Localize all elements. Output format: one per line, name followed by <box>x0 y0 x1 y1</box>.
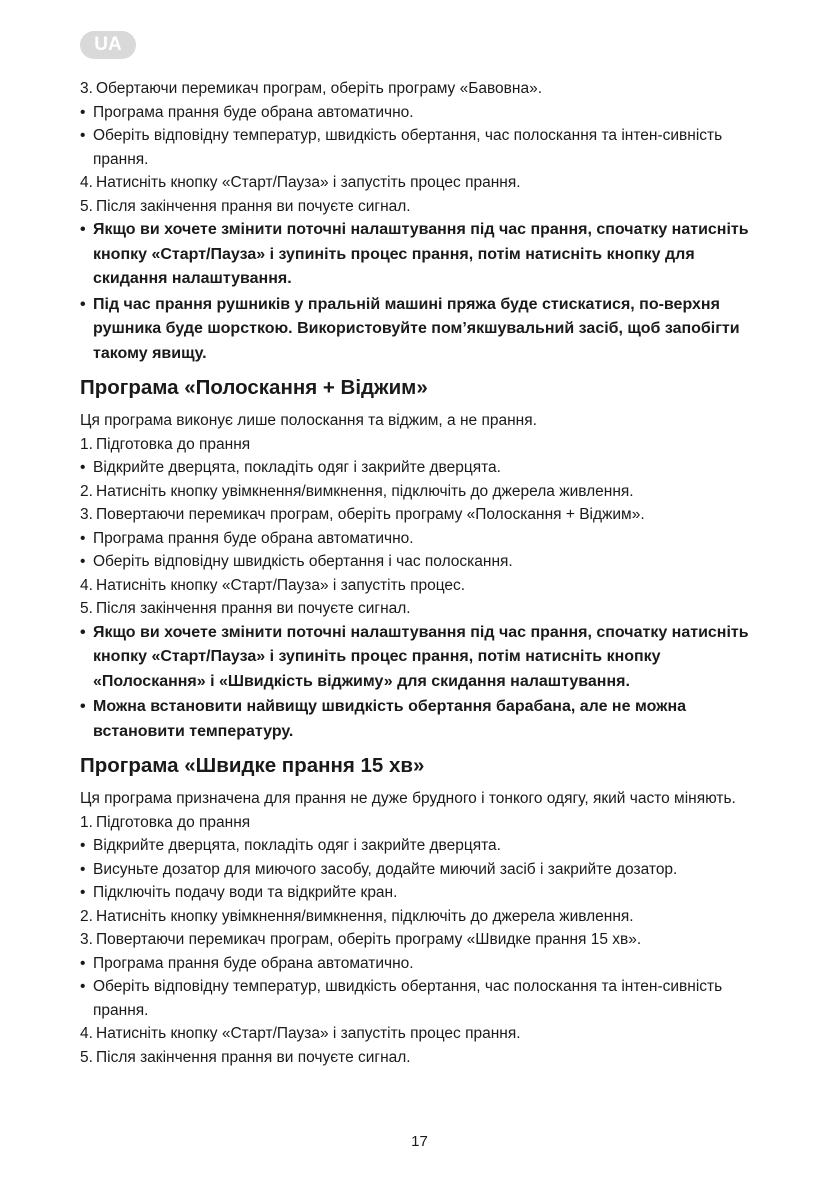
list-text: Програма прання буде обрана автоматично. <box>93 954 414 972</box>
numbered-step <box>80 574 760 598</box>
list-marker: • <box>80 860 86 878</box>
list-text: Програма прання буде обрана автоматично. <box>93 103 414 121</box>
list-text: Висуньте дозатор для миючого засобу, додайте миючий засіб і закрийте дозатор. <box>93 860 678 878</box>
list-marker: 1. <box>80 813 93 831</box>
list-text: Програма прання буде обрана автоматично. <box>93 529 414 547</box>
list-marker: 4. <box>80 174 93 191</box>
list-text: Підготовка до прання <box>96 813 251 831</box>
bullet-item <box>80 527 760 551</box>
bold-note <box>80 695 760 744</box>
bullet-item <box>80 834 760 858</box>
numbered-step <box>80 1022 760 1046</box>
list-text: Оберіть відповідну температур, швидкість обертання, час полоскання та інтен-сивність прання. <box>93 978 723 1019</box>
list-marker: 5. <box>80 1048 93 1066</box>
list-text: Якщо ви хочете змінити поточні налаштування під час прання, спочатку натисніть кнопку «Старт/Пауза» і зупиніть процес прання, потім натисніть кнопку «Полоскання» і «Швидкість віджиму» для скидання налаштування. <box>93 623 749 690</box>
bold-note <box>80 218 760 292</box>
numbered-step <box>80 905 760 929</box>
bullet-item <box>80 952 760 976</box>
list-marker: 3. <box>80 80 93 97</box>
bullet-item <box>80 124 760 171</box>
list-marker: 3. <box>80 931 93 948</box>
list-marker: • <box>80 884 86 901</box>
numbered-step <box>80 480 760 504</box>
list-text: Натисніть кнопку «Старт/Пауза» і запустіть процес прання. <box>96 1025 521 1042</box>
numbered-step <box>80 195 760 219</box>
list-marker: 1. <box>80 435 93 453</box>
list-marker: • <box>80 623 86 641</box>
list-marker: • <box>80 127 86 144</box>
list-text: Після закінчення прання ви почуєте сигнал. <box>96 1048 411 1066</box>
numbered-step <box>80 171 760 195</box>
bullet-item <box>80 456 760 480</box>
cotton-program-steps <box>80 77 760 366</box>
bullet-item <box>80 101 760 125</box>
list-text: Повертаючи перемикач програм, оберіть програму «Швидке прання 15 хв». <box>96 931 642 948</box>
list-text: Можна встановити найвищу швидкість обертання барабана, але не можна встановити температуру. <box>93 698 687 740</box>
list-text: Натисніть кнопку увімкнення/вимкнення, підключіть до джерела живлення. <box>96 907 634 925</box>
list-text: Після закінчення прання ви почуєте сигнал. <box>96 197 411 215</box>
list-marker: • <box>80 698 86 715</box>
list-marker: • <box>80 103 86 121</box>
bullet-item <box>80 858 760 882</box>
list-marker: • <box>80 529 86 547</box>
bold-note <box>80 621 760 695</box>
list-marker: 3. <box>80 506 93 523</box>
list-marker: 5. <box>80 600 93 617</box>
bullet-item <box>80 881 760 905</box>
numbered-step <box>80 503 760 527</box>
list-marker: 5. <box>80 197 93 215</box>
numbered-step <box>80 597 760 621</box>
bullet-item <box>80 975 760 1022</box>
numbered-step <box>80 928 760 952</box>
quick-program-steps <box>80 811 760 1070</box>
numbered-step <box>80 1046 760 1070</box>
list-marker: • <box>80 978 86 995</box>
list-text: Відкрийте дверцята, покладіть одяг і закрийте дверцята. <box>93 459 501 476</box>
list-text: Оберіть відповідну швидкість обертання і час полоскання. <box>93 553 513 570</box>
list-text: Під час прання рушників у пральній машині пряжа буде стискатися, по-верхня рушника буде шорсткою. Використовуйте пом’якшувальний засіб, щоб запобігти такому явищу. <box>93 295 740 362</box>
list-marker: • <box>80 553 86 570</box>
list-marker: 2. <box>80 907 93 925</box>
numbered-step <box>80 433 760 457</box>
list-marker: 4. <box>80 576 93 594</box>
list-text: Натисніть кнопку «Старт/Пауза» і запустіть процес прання. <box>96 174 521 191</box>
list-marker: • <box>80 837 86 854</box>
list-marker: • <box>80 954 86 972</box>
list-text: Після закінчення прання ви почуєте сигнал. <box>96 600 411 617</box>
quick-intro: Ця програма призначена для прання не дуже брудного і тонкого одягу, який часто міняють. <box>80 790 736 807</box>
rinse-intro: Ця програма виконує лише полоскання та віджим, а не прання. <box>80 412 537 429</box>
list-marker: 4. <box>80 1025 93 1042</box>
list-text: Якщо ви хочете змінити поточні налаштування під час прання, спочатку натисніть кнопку «Старт/Пауза» і зупиніть процес прання, потім натисніть кнопку для скидання налаштування. <box>93 221 749 287</box>
numbered-step <box>80 77 760 101</box>
rinse-program-steps <box>80 433 760 745</box>
page-content <box>80 77 760 1069</box>
list-marker: • <box>80 295 86 313</box>
list-text: Повертаючи перемикач програм, оберіть програму «Полоскання + Віджим». <box>96 506 645 523</box>
list-marker: 2. <box>80 482 93 500</box>
bullet-item <box>80 550 760 574</box>
heading-quick-wash: Програма «Швидке прання 15 хв» <box>80 754 425 777</box>
list-text: Підготовка до прання <box>96 435 251 453</box>
heading-rinse-spin: Програма «Полоскання + Віджим» <box>80 376 428 399</box>
page-number: 17 <box>411 1133 428 1150</box>
list-text: Натисніть кнопку «Старт/Пауза» і запустіть процес. <box>96 576 466 594</box>
list-text: Натисніть кнопку увімкнення/вимкнення, підключіть до джерела живлення. <box>96 482 634 500</box>
list-text: Оберіть відповідну температур, швидкість обертання, час полоскання та інтен-сивність прання. <box>93 127 723 168</box>
language-badge: UA <box>80 31 136 59</box>
numbered-step <box>80 811 760 835</box>
list-text: Підключіть подачу води та відкрийте кран. <box>93 884 398 901</box>
list-text: Обертаючи перемикач програм, оберіть програму «Бавовна». <box>96 80 543 97</box>
list-marker: • <box>80 459 86 476</box>
list-text: Відкрийте дверцята, покладіть одяг і закрийте дверцята. <box>93 837 501 854</box>
list-marker: • <box>80 221 86 238</box>
bold-note <box>80 293 760 367</box>
